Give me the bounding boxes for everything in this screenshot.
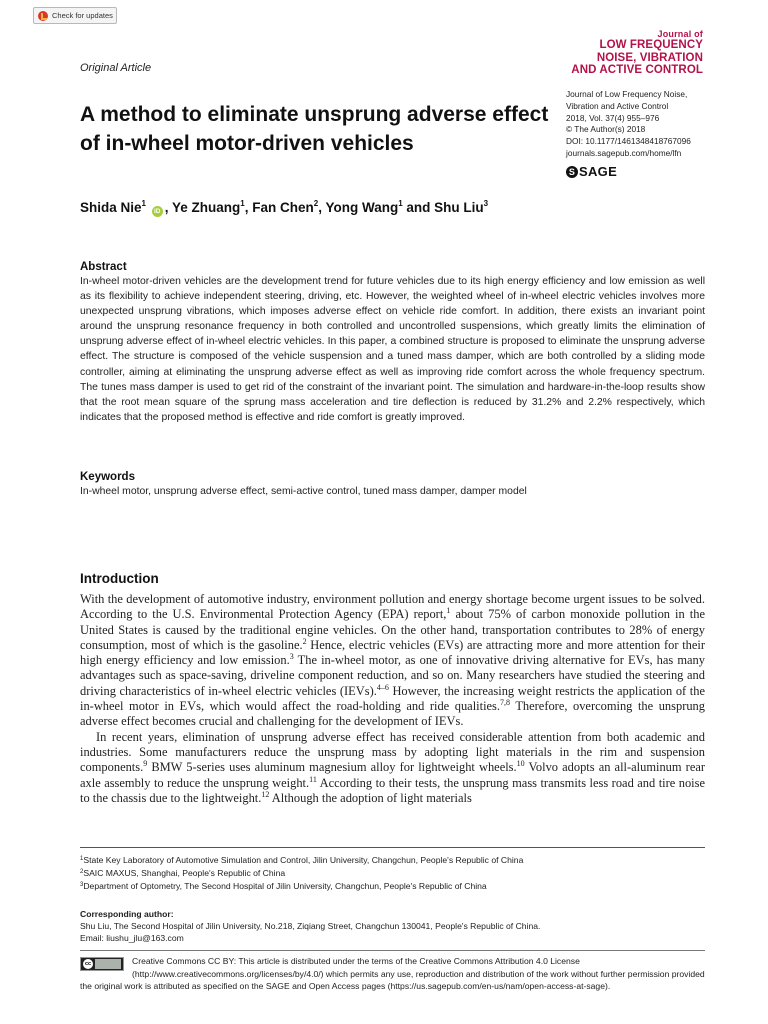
journal-meta-line: Journal of Low Frequency Noise, bbox=[566, 89, 688, 99]
check-for-updates-icon bbox=[38, 11, 48, 21]
affiliation-text: SAIC MAXUS, Shanghai, People's Republic of China bbox=[83, 868, 286, 878]
affiliation-item bbox=[80, 854, 705, 867]
citation-mark[interactable]: 3 bbox=[289, 652, 294, 662]
keywords-heading: Keywords bbox=[80, 471, 135, 483]
journal-meta-line: Vibration and Active Control bbox=[566, 100, 669, 111]
introduction-text: Volvo adopts an all-aluminum rear axle assembly to reduce the unsprung weight. bbox=[80, 760, 706, 790]
sage-s-icon: S bbox=[566, 166, 578, 178]
affiliations bbox=[80, 854, 705, 893]
journal-logo-line: AND ACTIVE CONTROL bbox=[571, 63, 703, 76]
introduction-body bbox=[80, 592, 705, 806]
journal-meta-line: 2018, Vol. 37(4) 955–976 bbox=[566, 112, 660, 123]
abstract-heading: Abstract bbox=[80, 261, 127, 273]
affiliation-mark: 3 bbox=[80, 882, 84, 888]
affiliation-text: State Key Laboratory of Automotive Simulation and Control, Jilin University, Changchun, People's Republic of China bbox=[83, 855, 524, 865]
author-affiliation-mark: 2 bbox=[313, 199, 319, 208]
cc-by-badge[interactable] bbox=[80, 957, 124, 971]
author-name: Yong Wang bbox=[325, 200, 399, 215]
license-notice bbox=[80, 955, 705, 993]
citation-mark[interactable]: 2 bbox=[302, 636, 307, 646]
journal-logo-line: LOW FREQUENCY bbox=[599, 39, 703, 52]
by-icon bbox=[95, 959, 121, 969]
affiliation-item bbox=[80, 880, 705, 893]
article-title: A method to eliminate unsprung adverse effect of in-wheel motor-driven vehicles bbox=[80, 103, 549, 155]
article-type: Original Article bbox=[80, 62, 152, 74]
corresponding-author-address: Shu Liu, The Second Hospital of Jilin University, No.218, Ziqiang Street, Changchun 130041, People's Republic of China. bbox=[80, 921, 541, 931]
author-name: Ye Zhuang bbox=[172, 200, 241, 215]
introduction-text: According to their tests, the unsprung mass transmits less road and tire noise to the chassis due to the lightweight. bbox=[80, 775, 705, 805]
citation-mark[interactable]: 7,8 bbox=[500, 698, 510, 708]
license-text: Creative Commons CC BY: This article is distributed under the terms of the Creative Commons Attribution 4.0 License (http://www.creativecommons.org/licenses/by/4.0/) which permits any use, reproduction and distribution of the work without further permission provided the original work is attributed as specified on the SAGE and Open Access pages (https://us.sagepub.com/en-us/nam/open-access-at-sage). bbox=[80, 956, 705, 991]
author-name: Shu Liu bbox=[434, 200, 484, 215]
orcid-icon[interactable]: iD bbox=[152, 206, 163, 217]
author-affiliation-mark: 1 bbox=[141, 199, 146, 208]
introduction-paragraph bbox=[80, 592, 705, 730]
sage-label: SAGE bbox=[579, 164, 618, 179]
footnote-divider bbox=[80, 847, 705, 848]
citation-mark[interactable]: 9 bbox=[143, 759, 148, 769]
doi-link[interactable]: DOI: 10.1177/1461348418767096 bbox=[566, 136, 691, 147]
introduction-text: The in-wheel motor, as one of innovative driving alternative for EVs, has many advantages such as space-saving, driveline component reduction, and so on. Many researchers have studied the steering and driving characteristics of in-wheel electric vehicles (IEVs). bbox=[80, 653, 705, 698]
introduction-text: Hence, electric vehicles (EVs) are attracting more and more attention for their high energy efficiency and low emission. bbox=[80, 637, 705, 668]
author-conjunction: and bbox=[402, 200, 435, 215]
sage-logo bbox=[566, 164, 617, 179]
journal-url-link[interactable]: journals.sagepub.com/home/lfn bbox=[566, 147, 682, 158]
journal-logo bbox=[571, 30, 703, 76]
keywords-section bbox=[80, 471, 705, 499]
introduction-paragraph bbox=[80, 730, 705, 806]
corresponding-author bbox=[80, 908, 705, 944]
introduction-text: However, the increasing weight restricts the application of the in-wheel motor in EVs, which would affect the road-holding and ride qualities. bbox=[80, 683, 705, 714]
author-affiliation-mark: 1 bbox=[398, 199, 403, 208]
introduction-text: With the development of automotive industry, environment pollution and energy shortage become urgent issues to be solved. According to the U.S. Environmental Protection Agency (EPA) report, bbox=[80, 592, 705, 622]
affiliation-mark: 1 bbox=[80, 856, 84, 862]
corresponding-author-heading: Corresponding author: bbox=[80, 909, 174, 919]
citation-mark[interactable]: 12 bbox=[261, 789, 270, 799]
affiliation-text: Department of Optometry, The Second Hospital of Jilin University, Changchun, People's Republic of China bbox=[83, 881, 487, 891]
author-affiliation-mark: 3 bbox=[483, 199, 489, 208]
journal-logo-line: NOISE, VIBRATION bbox=[596, 51, 703, 64]
introduction-text: about 75% of carbon monoxide pollution in the United States is caused by the traditional engine vehicles. On the other hand, transportation contributes to 28% of energy consumption, most of which is the gasoline. bbox=[80, 607, 705, 652]
author-separator: , bbox=[244, 200, 253, 215]
introduction-heading: Introduction bbox=[80, 571, 159, 586]
author-separator: , bbox=[318, 200, 326, 215]
abstract-text: In-wheel motor-driven vehicles are the development trend for future vehicles due to its high energy efficiency and low emission as well as its flexibility to achieve independent steering, driving, etc. However, the weighted wheel of in-wheel electric vehicles involves more unexpected unsprung vibrations, which imposes adverse effect on vehicle ride comfort. In addition, there exists an invariant point around the unsprung resonance frequency in both controlled and uncontrolled suspensions, which greatly limits the elimination of unsprung adverse effect of in-wheel electric vehicles. In this paper, a combined structure is proposed to eliminate the unsprung adverse effect. The structure is composed of the vehicle suspension and a tuned mass damper, which are both controlled by a sliding mode controller, aiming at eliminating the unsprung adverse effect as well as improving ride comfort across the whole frequency spectrum. The tunes mass damper is used to get rid of the constraint of the invariant point. The simulation and hardware-in-the-loop results show that the root mean square of the sprung mass acceleration and tire deflection is reduced by 31.2% and 2.2% respectively, which indicates that the proposed method is effective and ride comfort is greatly improved. bbox=[80, 276, 705, 423]
citation-mark[interactable]: 1 bbox=[446, 606, 451, 616]
journal-logo-top: Journal of bbox=[657, 29, 703, 39]
affiliation-item bbox=[80, 867, 705, 880]
author-name: Shida Nie bbox=[80, 200, 142, 215]
journal-meta-line: © The Author(s) 2018 bbox=[566, 124, 646, 135]
introduction-text: In recent years, elimination of unsprung adverse effect has received considerable attention from both academic and industries. Some manufacturers reduce the unsprung mass by adopting light materials in the rim and suspension components. bbox=[80, 729, 705, 775]
affiliation-mark: 2 bbox=[80, 869, 84, 875]
cc-icon: cc bbox=[84, 961, 92, 967]
abstract-section bbox=[80, 261, 705, 425]
citation-mark[interactable]: 11 bbox=[309, 774, 317, 784]
author-separator: , bbox=[164, 200, 172, 215]
corresponding-author-email[interactable]: Email: liushu_jlu@163.com bbox=[80, 933, 184, 943]
author-list bbox=[80, 199, 488, 217]
author-affiliation-mark: 1 bbox=[240, 199, 245, 208]
citation-mark[interactable]: 10 bbox=[516, 759, 525, 769]
author-name: Fan Chen bbox=[252, 200, 314, 215]
keywords-text: In-wheel motor, unsprung adverse effect, semi-active control, tuned mass damper, damper model bbox=[80, 486, 527, 497]
introduction-text: BMW 5-series uses aluminum magnesium alloy for lightweight wheels. bbox=[147, 760, 517, 775]
license-divider bbox=[80, 950, 705, 951]
introduction-text: Therefore, overcoming the unsprung adverse effect becomes crucial and challenging for the development of IEVs. bbox=[80, 699, 705, 729]
check-for-updates-button[interactable] bbox=[33, 7, 117, 24]
journal-meta bbox=[566, 89, 691, 160]
citation-mark[interactable]: 4–6 bbox=[376, 682, 389, 692]
introduction-text: Although the adoption of light materials bbox=[269, 790, 472, 805]
check-for-updates-label: Check for updates bbox=[52, 11, 113, 20]
